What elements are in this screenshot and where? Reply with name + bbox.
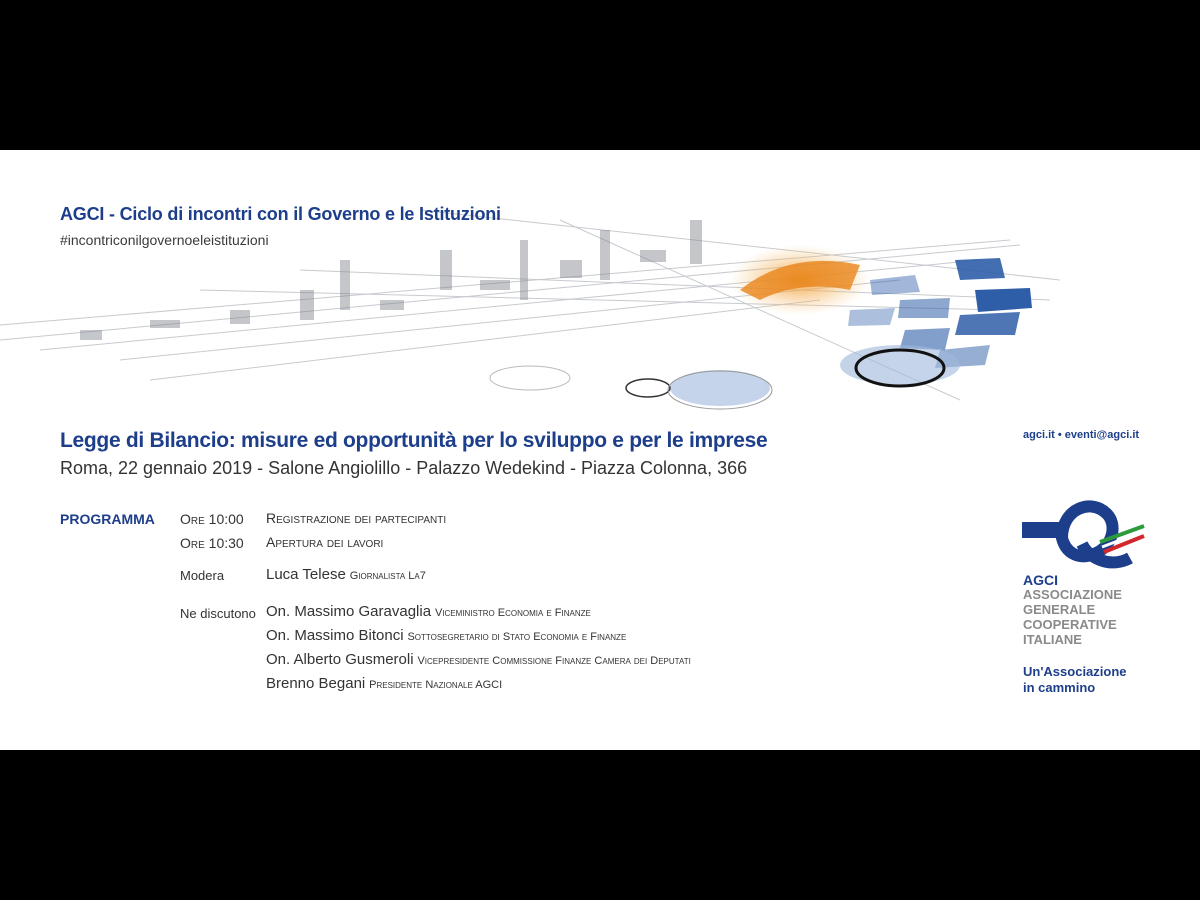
panelist-role: Presidente Nazionale AGCI	[369, 679, 503, 691]
hashtag: #incontriconilgovernoeleistituzioni	[60, 232, 269, 248]
panelist	[266, 627, 626, 644]
panelist-name: On. Alberto Gusmeroli	[266, 651, 414, 668]
program-label: PROGRAMMA	[60, 511, 155, 527]
letterbox-top	[0, 0, 1200, 150]
panelist-name: On. Massimo Bitonci	[266, 627, 404, 644]
tagline-line: Un'Associazione	[1023, 664, 1127, 679]
event-location-date: Roma, 22 gennaio 2019 - Salone Angiolillo - Palazzo Wedekind - Piazza Colonna, 366	[60, 458, 748, 478]
letterbox-bottom	[0, 750, 1200, 900]
logo-name-line: ITALIANE	[1023, 632, 1082, 647]
schedule-item: Apertura dei lavori	[266, 534, 384, 550]
panelist-role: Sottosegretario di Stato Economia e Finanze	[407, 631, 627, 643]
architectural-sketch-illustration	[0, 150, 1200, 430]
schedule-item: Registrazione dei partecipanti	[266, 510, 447, 526]
moderator-entry	[266, 566, 426, 583]
logo-full-name	[1023, 587, 1163, 647]
logo-name-line: ASSOCIAZIONE	[1023, 587, 1122, 602]
invitation-card	[0, 150, 1200, 750]
moderator-label: Modera	[180, 568, 225, 583]
logo-tagline	[1023, 664, 1163, 696]
panelist-role: Viceministro Economia e Finanze	[434, 607, 591, 619]
schedule-time: Ore 10:30	[180, 535, 244, 551]
contact-links[interactable]: agci.it • eventi@agci.it	[1023, 429, 1140, 441]
tagline-line: in cammino	[1023, 680, 1096, 695]
panelist-name: Brenno Begani	[266, 675, 366, 692]
panelist	[266, 675, 502, 692]
series-title: AGCI - Ciclo di incontri con il Governo e le Istituzioni	[60, 204, 501, 224]
agci-logo-icon	[1022, 498, 1146, 580]
panelist-role: Vicepresidente Commissione Finanze Camera dei Deputati	[417, 655, 691, 667]
panelist	[266, 651, 691, 668]
logo-name-line: GENERALE	[1023, 602, 1096, 617]
event-title: Legge di Bilancio: misure ed opportunità per lo sviluppo e per le imprese	[60, 429, 768, 452]
panelist	[266, 603, 591, 620]
panel-label: Ne discutono	[180, 606, 256, 621]
schedule-time: Ore 10:00	[180, 511, 244, 527]
panelist-name: On. Massimo Garavaglia	[266, 603, 432, 620]
logo-name-line: COOPERATIVE	[1023, 617, 1117, 632]
moderator-name: Luca Telese	[266, 566, 346, 583]
logo-acronym: AGCI	[1023, 572, 1058, 588]
moderator-role: Giornalista La7	[349, 570, 426, 582]
